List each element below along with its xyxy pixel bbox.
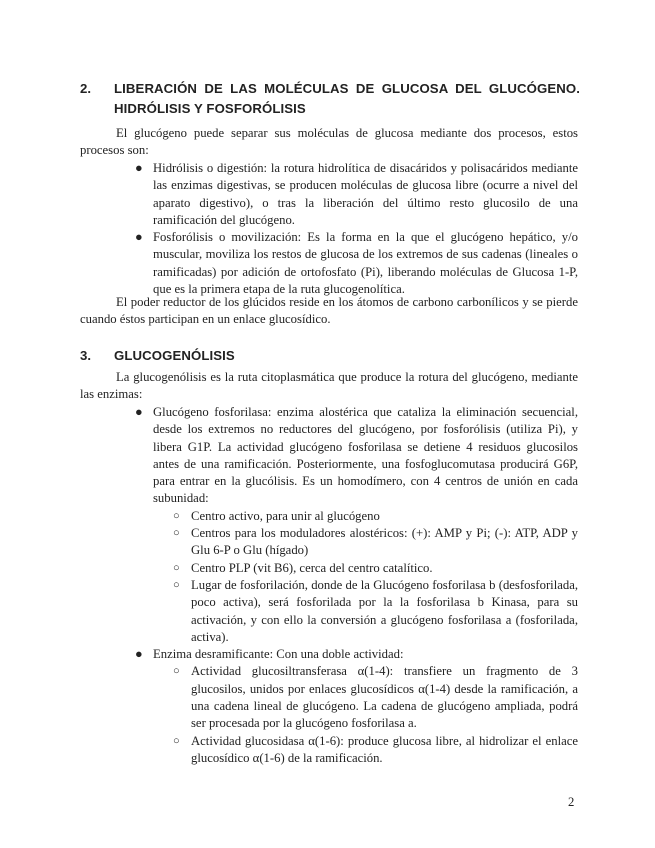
section-2-heading	[80, 79, 580, 119]
page-number: 2	[568, 795, 575, 809]
list-item	[135, 160, 578, 229]
list-item	[135, 404, 578, 646]
sub-list-item-text: Actividad glucosiltransferasa α(1-4): transfiere un fragmento de 3 glucosilos, unidos por enlaces glucosídicos α(1-4) desde la ramificación, a una cadena lineal de glucógeno. La cadena de glucógeno ampliada, podrá ser procesada por la glucógeno fosforilasa a.	[191, 664, 578, 731]
sub-list-item	[173, 733, 578, 768]
sub-list-item-text: Centro activo, para unir al glucógeno	[191, 508, 380, 523]
sub-list-item-text: Centro PLP (vit B6), cerca del centro catalítico.	[191, 560, 433, 575]
sub-list-item-text: Actividad glucosidasa α(1-6): produce glucosa libre, al hidrolizar el enlace glucosídico α(1-6) de la ramificación.	[191, 733, 578, 765]
list-item	[135, 229, 578, 298]
list-item-text: Enzima desramificante: Con una doble actividad:	[153, 647, 404, 662]
section-3-number: 3.	[80, 348, 92, 363]
bullet-filled-icon: ●	[135, 647, 143, 662]
sub-list-item	[173, 508, 578, 525]
section-2-list	[135, 160, 578, 298]
section-3-intro: La glucogenólisis es la ruta citoplasmática que produce la rotura del glucógeno, mediante las enzimas:	[80, 370, 578, 402]
sub-list-item-text: Lugar de fosforilación, donde de la Glucógeno fosforilasa b (desfosforilada, poco activa), será fosforilada por la la fosforilasa b Kinasa, para su activación, y con ello la conversión a glucógeno fosforilasa a (fosforilada, activa).	[191, 577, 578, 644]
section-3-title: GLUCOGENÓLISIS	[114, 348, 235, 363]
bullet-hollow-icon: ○	[173, 578, 180, 591]
sub-list-item	[173, 525, 578, 560]
list-item-text: Glucógeno fosforilasa: enzima alostérica que cataliza la eliminación secuencial, desde los extremos no reductores del glucógeno, por fosforólisis (utiliza Pi), y libera G1P. La actividad glucógeno fosforilasa se detiene 4 residuos glucosilos antes de una ramificación. Posteriormente, una fosfoglucomutasa producirá G6P, para entrar en la glucólisis. Es un homodímero, con 4 centros de unión en cada subunidad:	[153, 405, 578, 506]
list-item-text: Hidrólisis o digestión: la rotura hidrolítica de disacáridos y polisacáridos mediante las enzimas digestivas, se producen moléculas de glucosa libre (ocurre a nivel del aparato digestivo), o tras la liberación del último resto glucosilo de una ramificación del glucógeno.	[153, 161, 578, 227]
bullet-filled-icon: ●	[135, 230, 143, 245]
section-3-list	[135, 404, 578, 767]
bullet-hollow-icon: ○	[173, 734, 180, 747]
bullet-hollow-icon: ○	[173, 665, 180, 678]
sub-list	[173, 508, 578, 646]
section-2-closing: El poder reductor de los glúcidos reside en los átomos de carbono carbonílicos y se pierde cuando éstos participan en un enlace glucosídico.	[80, 295, 578, 327]
section-2-title: LIBERACIÓN DE LAS MOLÉCULAS DE GLUCOSA DEL GLUCÓGENO. HIDRÓLISIS Y FOSFORÓLISIS	[114, 81, 580, 116]
list-item-text: Fosforólisis o movilización: Es la forma en la que el glucógeno hepático, y/o muscular, moviliza los restos de glucosa de los extremos de sus cadenas (lineales o ramificadas) por adición de ortofosfato (Pi), liberando moléculas de Glucosa 1-P, que es la primera etapa de la ruta glucogenolítica.	[153, 230, 578, 297]
sub-list-item-text: Centros para los moduladores alostéricos: (+): AMP y Pi; (-): ATP, ADP y Glu 6-P o Glu (hígado)	[191, 526, 578, 558]
list-item	[135, 646, 578, 767]
bullet-filled-icon: ●	[135, 161, 143, 175]
sub-list-item	[173, 663, 578, 732]
section-2-intro: El glucógeno puede separar sus moléculas de glucosa mediante dos procesos, estos procesos son:	[80, 126, 578, 158]
sub-list-item	[173, 577, 578, 646]
bullet-filled-icon: ●	[135, 405, 143, 419]
bullet-hollow-icon: ○	[173, 509, 180, 522]
sub-list-item	[173, 560, 578, 577]
sub-list	[173, 663, 578, 767]
section-3-heading	[80, 346, 580, 366]
section-2-number: 2.	[80, 81, 92, 96]
bullet-hollow-icon: ○	[173, 527, 180, 540]
bullet-hollow-icon: ○	[173, 561, 180, 574]
